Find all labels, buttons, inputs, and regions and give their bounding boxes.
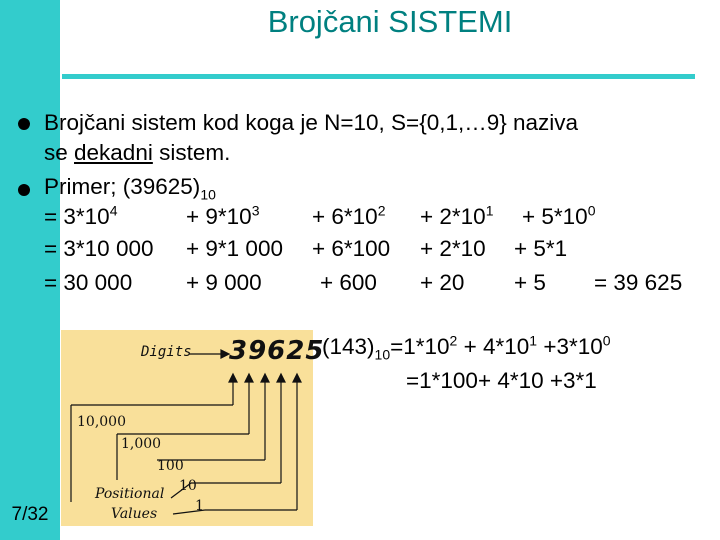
positional-values-illustration xyxy=(61,330,325,526)
term-1: = 30 000 xyxy=(44,270,133,295)
place-value-1000: 1,000 xyxy=(121,436,162,452)
term-3: + 6*100 xyxy=(312,236,391,261)
example-number-39625: 39625 xyxy=(229,336,325,366)
place-value-1: 1 xyxy=(195,498,204,514)
bullet-2-example xyxy=(44,172,216,202)
term-5: + $5*10^0$ xyxy=(522,202,596,229)
term-4: + $2*10^1$ xyxy=(420,202,494,229)
text-sistem: sistem. xyxy=(152,140,231,165)
slide-title: Brojčani SISTEMI xyxy=(267,4,513,39)
result: = 39 625 xyxy=(594,270,683,295)
place-value-10: 10 xyxy=(179,478,197,494)
term-2: + $9*10^3$ xyxy=(186,202,260,229)
place-value-100: 100 xyxy=(157,458,184,474)
term-4: + 2*10 xyxy=(420,236,486,261)
positional-label: Positional xyxy=(95,486,165,502)
example-2-line-2: =1*100+ 4*10 +3*1 xyxy=(406,368,597,393)
term-4: + 20 xyxy=(420,270,465,295)
title-underline-rule xyxy=(62,74,695,79)
place-value-10000: 10,000 xyxy=(77,414,126,430)
term-1: = $3*10^4$ xyxy=(44,202,118,229)
term-dekadni: dekadni xyxy=(74,140,153,165)
term-1: = 3*10 000 xyxy=(44,236,154,261)
text-se: se xyxy=(44,140,75,165)
bullet-1-line-1: Brojčani sistem kod koga je N=10, S={0,1,…9} naziva xyxy=(44,110,579,135)
page-number: 7/32 xyxy=(11,504,49,525)
bullet-1-line-2 xyxy=(44,138,230,168)
term-3: + $6*10^2$ xyxy=(312,202,386,229)
term-3: + 600 xyxy=(320,270,377,295)
term-2: + 9*1 000 xyxy=(186,236,283,261)
term-2: + 9 000 xyxy=(186,270,262,295)
base-subscript: 10 xyxy=(200,186,216,203)
bullet-dot-icon xyxy=(18,118,30,130)
digits-label: Digits xyxy=(141,344,192,360)
bullet-dot-icon xyxy=(18,184,30,196)
example-2-line-1: $(143)_{10}=1*10^2 + 4*10^1 +3*10^0$ xyxy=(322,332,611,363)
term-5: + 5*1 xyxy=(514,236,568,261)
term-5: + 5 xyxy=(514,270,546,295)
example-number: Primer; (39625) xyxy=(44,174,201,199)
values-label: Values xyxy=(111,506,158,522)
